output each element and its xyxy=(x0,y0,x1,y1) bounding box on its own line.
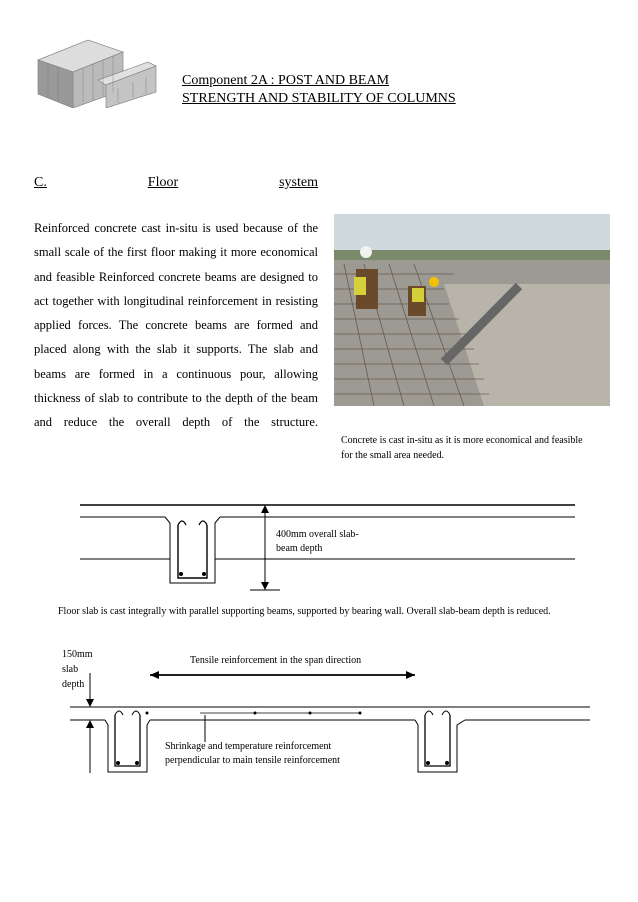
shrinkage-reinforcement-label xyxy=(165,740,340,768)
body-paragraph: Reinforced concrete cast in-situ is used because of the small scale of the first floor making it more economical and feasible Reinforced concrete beams are designed to act together with longitudinal reinforcement in resisting applied forces. The concrete beams are formed and placed along with the slab it supports. The slab and beams are formed in a continuous pour, allowing thickness of slab to contribute to the depth of the beam and reduce the overall depth of the structure. xyxy=(34,221,318,430)
slab-beam-depth-label xyxy=(276,528,359,556)
section-word-1: Floor xyxy=(147,175,179,190)
section-word-2: system xyxy=(279,175,318,190)
building-model-thumbnail xyxy=(28,30,158,108)
depth-label-line-2: beam depth xyxy=(276,543,323,554)
concrete-pour-photo xyxy=(334,214,610,406)
shrinkage-line-1: Shrinkage and temperature reinforcement xyxy=(165,741,332,752)
tensile-reinforcement-label: Tensile reinforcement in the span direction xyxy=(190,655,362,666)
header-line-2: STRENGTH AND STABILITY OF COLUMNS xyxy=(182,91,456,106)
diagram-1-caption: Floor slab is cast integrally with parallel supporting beams, supported by bearing wall. Overall slab-beam depth is reduced. xyxy=(58,606,551,617)
photo-caption: Concrete is cast in-situ as it is more economical and feasible for the small area needed. xyxy=(341,435,583,461)
shrinkage-line-2: perpendicular to main tensile reinforcement xyxy=(165,755,340,766)
slab-depth-line-1: 150mm xyxy=(62,649,93,660)
depth-label-line-1: 400mm overall slab- xyxy=(276,529,359,540)
section-heading xyxy=(34,175,318,191)
slab-depth-line-2: slab xyxy=(62,664,79,675)
document-header xyxy=(182,72,456,108)
header-line-1: Component 2A : POST AND BEAM xyxy=(182,73,390,88)
slab-depth-line-3: depth xyxy=(62,679,85,690)
slab-depth-label xyxy=(62,647,112,692)
section-number: C. xyxy=(34,175,47,190)
